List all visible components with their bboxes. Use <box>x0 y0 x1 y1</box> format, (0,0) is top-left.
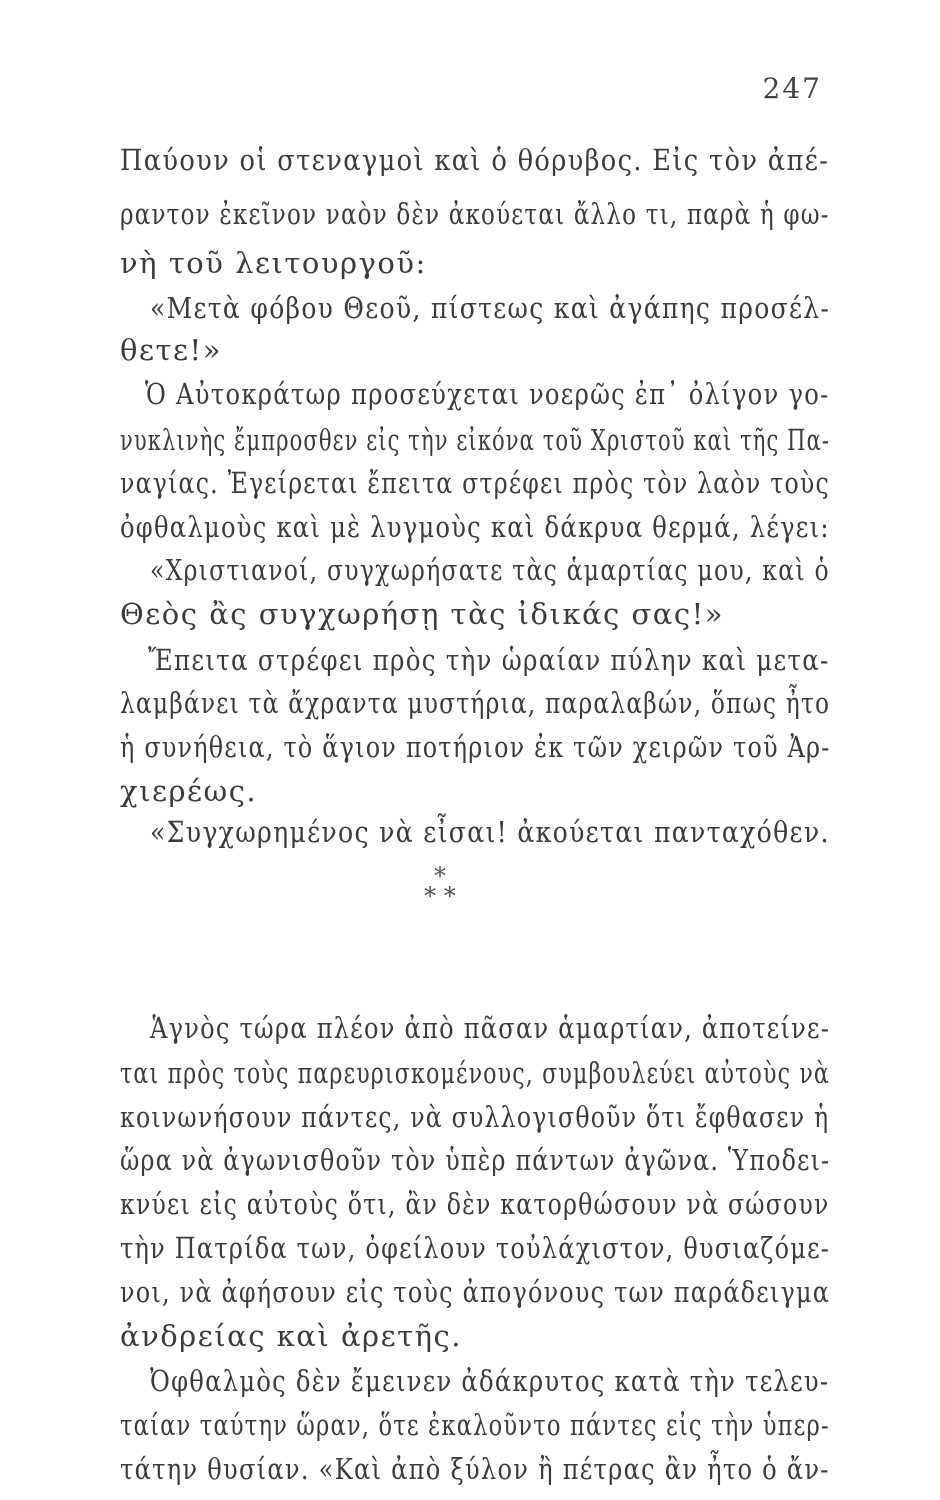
text-line: Ὀφθαλμὸς δὲν ἔμεινεν ἀδάκρυτος κατὰ τὴν τελευ- <box>150 1364 830 1398</box>
text-line: «Μετὰ φόβου Θεοῦ, πίστεως καὶ ἀγάπης προσέλ- <box>150 291 831 325</box>
text-line: Θεὸς ἂς συγχωρήσῃ τὰς ἰδικάς σας!» <box>120 597 725 631</box>
text-line: «Χριστιανοί, συγχωρήσατε τὰς ἁμαρτίας μου, καὶ ὁ <box>150 553 830 587</box>
text-line: τὴν Πατρίδα των, ὀφείλουν τοὐλάχιστον, θυσιαζόμε- <box>120 1231 831 1265</box>
text-line: Ἔπειτα στρέφει πρὸς τὴν ὡραίαν πύλην καὶ μετα- <box>148 643 830 677</box>
text-line: λαμβάνει τὰ ἄχραντα μυστήρια, παραλαβών, ὅπως ἦτο <box>120 686 831 720</box>
text-line: ἡ συνήθεια, τὸ ἅγιον ποτήριον ἐκ τῶν χειρῶν τοῦ Ἀρ- <box>120 730 831 764</box>
section-divider-bottom: * * <box>424 882 456 910</box>
text-line: ναγίας. Ἐγείρεται ἔπειτα στρέφει πρὸς τὸν λαὸν τοὺς <box>120 466 830 500</box>
text-line: Παύουν οἱ στεναγμοὶ καὶ ὁ θόρυβος. Εἰς τὸν ἀπέ- <box>120 143 830 177</box>
text-line: θετε!» <box>120 333 222 367</box>
section-divider-top: * <box>434 862 446 890</box>
text-line: ὀφθαλμοὺς καὶ μὲ λυγμοὺς καὶ δάκρυα θερμά, λέγει: <box>120 510 830 544</box>
text-line: Ἁγνὸς τώρα πλέον ἀπὸ πᾶσαν ἁμαρτίαν, ἀποτείνε- <box>150 1011 831 1045</box>
text-line: ταίαν ταύτην ὥραν, ὅτε ἐκαλοῦντο πάντες εἰς τὴν ὑπερ- <box>120 1408 830 1442</box>
text-line: ἀνδρείας καὶ ἀρετῆς. <box>120 1319 462 1353</box>
text-line: νὴ τοῦ λειτουργοῦ: <box>120 246 427 280</box>
text-line: ται πρὸς τοὺς παρευρισκομένους, συμβουλεύει αὐτοὺς νὰ <box>120 1056 831 1090</box>
text-line: Ὁ Αὐτοκράτωρ προσεύχεται νοερῶς ἐπ᾽ ὀλίγον γο- <box>145 377 830 411</box>
text-line: νοι, νὰ ἀφήσουν εἰς τοὺς ἀπογόνους των παράδειγμα <box>120 1275 831 1309</box>
text-line: κοινωνήσουν πάντες, νὰ συλλογισθοῦν ὅτι ἔφθασεν ἡ <box>120 1100 830 1134</box>
text-line: «Συγχωρημένος νὰ εἶσαι! ἀκούεται πανταχόθεν. <box>150 815 830 849</box>
text-line: ραντον ἐκεῖνον ναὸν δὲν ἀκούεται ἄλλο τι, παρὰ ἡ φω- <box>120 197 830 231</box>
text-line: ὥρα νὰ ἀγωνισθοῦν τὸν ὑπὲρ πάντων ἀγῶνα. Ὑποδει- <box>120 1143 831 1177</box>
text-line: κνύει εἰς αὐτοὺς ὅτι, ἂν δὲν κατορθώσουν νὰ σώσουν <box>120 1187 830 1221</box>
page-number: 247 <box>762 72 822 105</box>
text-line: χιερέως. <box>120 774 258 808</box>
text-line: τάτην θυσίαν. «Καὶ ἀπὸ ξύλον ἢ πέτρας ἂν ἦτο ὁ ἄν- <box>120 1452 830 1486</box>
text-line: νυκλινὴς ἔμπροσθεν εἰς τὴν εἰκόνα τοῦ Χριστοῦ καὶ τῆς Πα- <box>120 423 831 457</box>
